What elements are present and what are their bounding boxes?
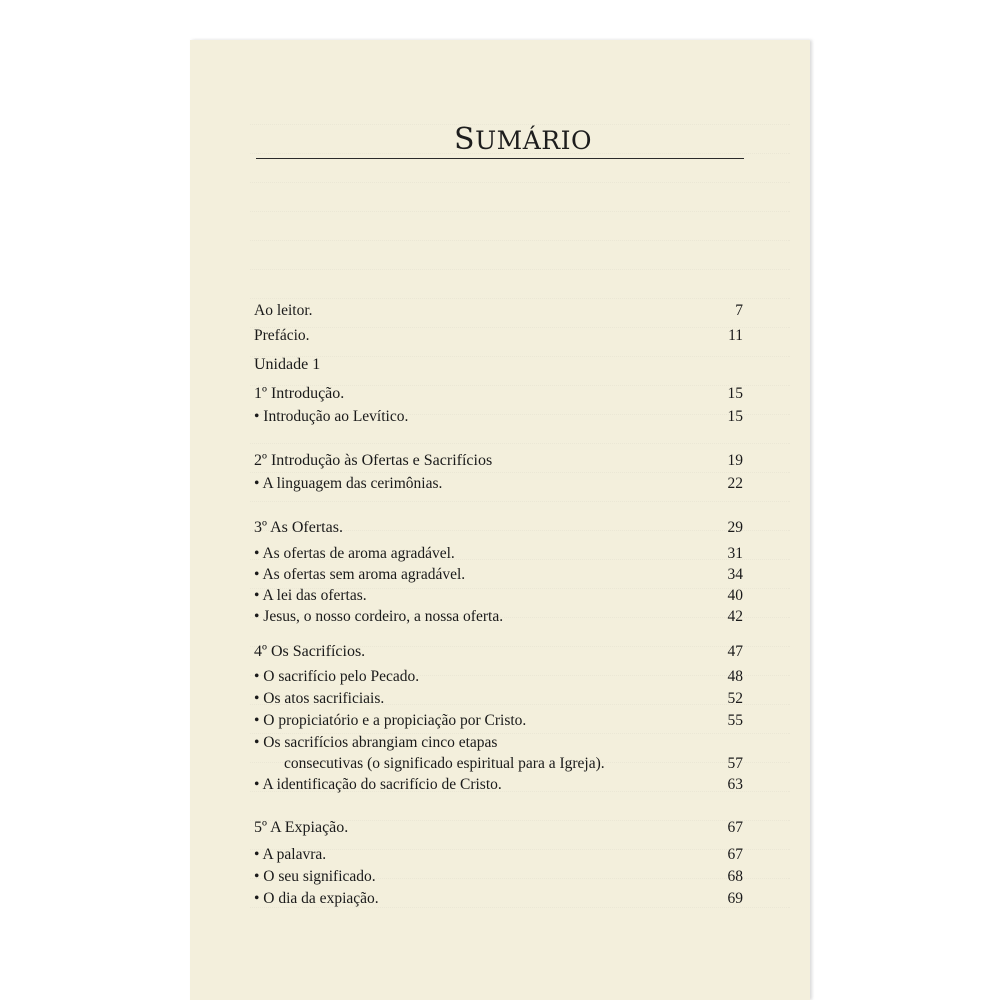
entry-page: 57 xyxy=(727,755,743,772)
entry-page: 29 xyxy=(727,519,743,536)
entry-label: • As ofertas de aroma agradável. xyxy=(254,545,455,562)
entry-page: 34 xyxy=(727,566,743,583)
entry-label: 5º A Expiação. xyxy=(254,819,349,836)
entry-label: 1º Introdução. xyxy=(254,385,345,402)
entry-page: 68 xyxy=(727,868,743,885)
entry-page: 22 xyxy=(727,475,743,492)
entry-label: • As ofertas sem aroma agradável. xyxy=(254,566,466,583)
entry-page: 40 xyxy=(727,587,743,604)
entry-page: 42 xyxy=(727,608,743,625)
title-initial: S xyxy=(454,122,476,157)
entry-page: 55 xyxy=(727,712,743,729)
entry-label: Prefácio. xyxy=(254,327,310,344)
entry-page: 15 xyxy=(727,408,743,425)
entry-label: • O dia da expiação. xyxy=(254,890,379,907)
entry-page: 31 xyxy=(727,545,743,562)
entry-label: consecutivas (o significado espiritual para a Igreja). xyxy=(284,755,605,772)
entry-page: 63 xyxy=(727,776,743,793)
entry-page: 67 xyxy=(727,819,743,836)
entry-label: 3º As Ofertas. xyxy=(254,519,343,536)
book-page xyxy=(190,40,810,1000)
entry-label: • A linguagem das cerimônias. xyxy=(254,475,443,492)
entry-label: Unidade 1 xyxy=(254,356,321,373)
page-title xyxy=(454,122,592,157)
entry-page: 15 xyxy=(727,385,743,402)
title-rest: UMÁRIO xyxy=(475,126,592,155)
entry-label: • Jesus, o nosso cordeiro, a nossa oferta. xyxy=(254,608,504,625)
entry-label: • O sacrifício pelo Pecado. xyxy=(254,668,420,685)
entry-page: 7 xyxy=(735,302,743,319)
entry-label: • A palavra. xyxy=(254,846,327,863)
entry-label: Ao leitor. xyxy=(254,302,313,319)
entry-page: 52 xyxy=(727,690,743,707)
entry-page: 48 xyxy=(727,668,743,685)
entry-label: • A lei das ofertas. xyxy=(254,587,367,604)
entry-label: • A identificação do sacrifício de Cristo. xyxy=(254,776,502,793)
entry-page: 67 xyxy=(727,846,743,863)
entry-label: 2º Introdução às Ofertas e Sacrifícios xyxy=(254,452,493,469)
entry-page: 19 xyxy=(727,452,743,469)
entry-label: • Os sacrifícios abrangiam cinco etapas xyxy=(254,734,498,751)
entry-page: 69 xyxy=(727,890,743,907)
entry-page: 11 xyxy=(728,327,743,344)
entry-label: • Os atos sacrificiais. xyxy=(254,690,385,707)
entry-page: 47 xyxy=(727,643,743,660)
entry-label: 4º Os Sacrifícios. xyxy=(254,643,366,660)
title-rule xyxy=(256,158,744,159)
entry-label: • O seu significado. xyxy=(254,868,376,885)
entry-label: • Introdução ao Levítico. xyxy=(254,408,409,425)
entry-label: • O propiciatório e a propiciação por Cristo. xyxy=(254,712,527,729)
